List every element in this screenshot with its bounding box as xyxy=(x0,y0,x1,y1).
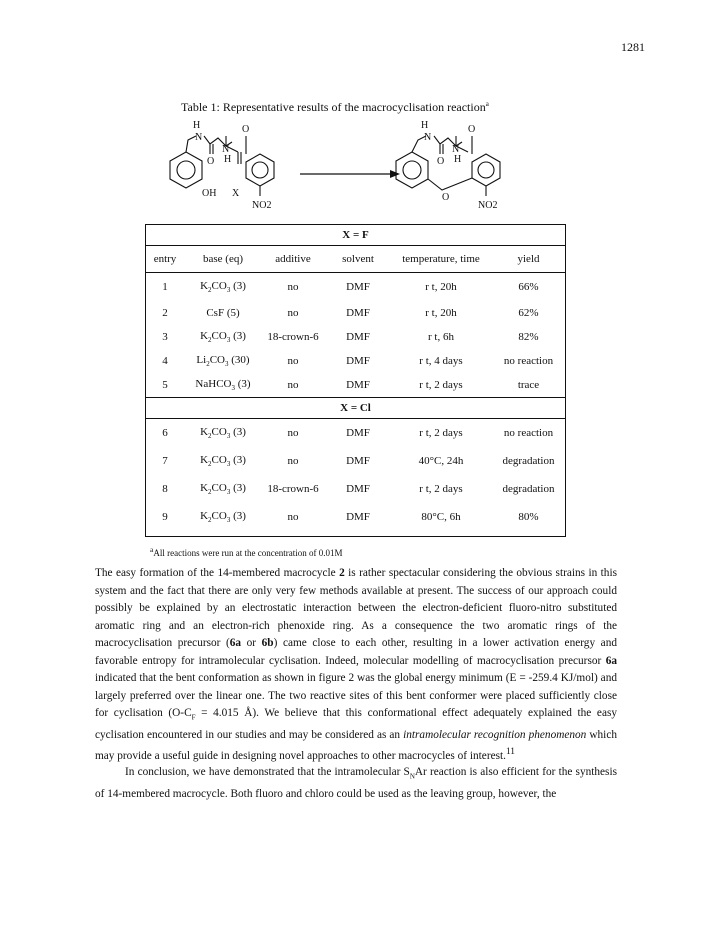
page-number: 1281 xyxy=(621,40,645,54)
col-header-temperature: temperature, time xyxy=(391,246,491,273)
cell-additive: no xyxy=(287,355,299,367)
cell-solvent: DMF xyxy=(346,511,370,523)
results-table xyxy=(145,224,566,531)
cell-temperature: r t, 20h xyxy=(425,281,457,293)
table-title xyxy=(181,100,489,115)
col-header-entry: entry xyxy=(145,246,185,273)
reactant-h2: H xyxy=(224,154,232,165)
cell-base: $K_2CO_3$ (3) xyxy=(200,509,246,525)
cell-temperature: 40°C, 24h xyxy=(418,455,464,467)
reactant-ring-right xyxy=(246,154,274,186)
cell-entry: 3 xyxy=(162,331,168,343)
cell-entry: 8 xyxy=(162,483,168,495)
reactant-no2: NO2 xyxy=(252,200,272,211)
cell-temperature: r t, 20h xyxy=(425,307,457,319)
reactant-o1: O xyxy=(207,156,215,167)
cell-solvent: DMF xyxy=(346,307,370,319)
cell-entry: 2 xyxy=(162,307,168,319)
cell-temperature: r t, 2 days xyxy=(419,379,463,391)
product-o2: O xyxy=(468,124,476,135)
cell-temperature: r t, 2 days xyxy=(419,483,463,495)
col-header-base: base (eq) xyxy=(185,246,261,273)
cell-additive: no xyxy=(287,511,299,523)
cell-additive: no xyxy=(287,427,299,439)
product-o-bridge: O xyxy=(442,192,450,203)
reactant-n1: N xyxy=(195,132,203,143)
cell-base: $K_2CO_3$ (3) xyxy=(200,453,246,469)
table-row xyxy=(145,475,566,503)
reactant-x: X xyxy=(232,188,240,199)
cell-yield: trace xyxy=(517,379,540,391)
table-row xyxy=(145,419,566,448)
cell-yield: 82% xyxy=(518,331,539,343)
subscript: F xyxy=(191,713,196,722)
cell-temperature: 80°C, 6h xyxy=(421,511,461,523)
table-row xyxy=(145,373,566,398)
product-ring-right xyxy=(472,154,500,186)
product-ring-left xyxy=(396,152,428,188)
product-no2: NO2 xyxy=(478,200,498,211)
footnote-text: All reactions were run at the concentration of 0.01M xyxy=(153,548,343,558)
subscript: N xyxy=(409,772,415,781)
cell-base: $K_2CO_3$ (3) xyxy=(200,425,246,441)
reaction-scheme xyxy=(150,116,570,220)
cell-entry: 4 xyxy=(162,355,168,367)
text-run: In conclusion, we have demonstrated that the intramolecular S xyxy=(125,766,410,778)
cell-entry: 7 xyxy=(162,455,168,467)
cell-additive: no xyxy=(287,307,299,319)
cell-yield: degradation xyxy=(502,483,555,495)
cell-base: NaHCO$_3$ (3) xyxy=(195,377,251,393)
cell-base: $K_2CO_3$ (3) xyxy=(200,329,246,345)
cell-entry: 5 xyxy=(162,379,168,391)
italic-phrase: intramolecular recognition phenomenon xyxy=(403,728,587,741)
cell-additive: no xyxy=(287,379,299,391)
cell-solvent: DMF xyxy=(346,455,370,467)
reference-mark: 11 xyxy=(505,747,516,758)
table-row xyxy=(145,349,566,373)
cell-yield: no reaction xyxy=(503,427,554,439)
cell-solvent: DMF xyxy=(346,379,370,391)
table-row xyxy=(145,503,566,531)
reactant-n2: N xyxy=(222,144,230,155)
product-n1: N xyxy=(424,132,432,143)
cell-solvent: DMF xyxy=(346,281,370,293)
cell-additive: no xyxy=(287,455,299,467)
cell-solvent: DMF xyxy=(346,331,370,343)
text-run: indicated that the bent conformation as shown in figure 2 was the global energy minimum (E = -259.4 KJ/mol) and largely preferred over the linear one. The two reactive sites of this bent conformer were placed sufficiently close for cyclisation (O-C xyxy=(95,672,617,719)
cell-temperature: r t, 4 days xyxy=(419,355,463,367)
footnote-mark: a xyxy=(150,545,154,554)
text-run: or xyxy=(241,637,262,649)
compound-ref: 6b xyxy=(261,637,274,649)
cell-entry: 6 xyxy=(162,427,168,439)
cell-additive: 18-crown-6 xyxy=(267,483,319,495)
compound-ref: 6a xyxy=(229,637,242,649)
reactant-oh: OH xyxy=(202,188,217,199)
table-row xyxy=(145,301,566,325)
cell-base: $K_2CO_3$ (3) xyxy=(200,481,246,497)
compound-ref: 6a xyxy=(605,654,617,667)
reactant-o2: O xyxy=(242,124,250,135)
cell-solvent: DMF xyxy=(346,355,370,367)
text-run: is rather spectacular considering the obvious strains in this system and the fact that there are only very few methods available at present. The success of our approach could possibly be explained by an electrostatic interaction between the electron-deficient fluoro-nitro substituted aromatic ring and an electron-rich phenoxide ring. As a consequence the two aromatic rings of the macrocyclisation precursor ( xyxy=(95,567,617,649)
product-o1: O xyxy=(437,156,445,167)
table-title-note: a xyxy=(485,100,489,108)
table-row xyxy=(145,325,566,349)
cell-temperature: r t, 2 days xyxy=(419,427,463,439)
text-run: = 4.015 Å). We believe that this conformational effect adequately explained the easy cyclisation encountered in our studies and may be considered as an xyxy=(95,707,617,741)
paragraph-conclusion xyxy=(95,764,617,803)
text-run: The easy formation of the 14-membered macrocycle xyxy=(95,567,340,579)
cell-yield: no reaction xyxy=(503,355,554,367)
cell-additive: 18-crown-6 xyxy=(267,331,319,343)
cell-temperature: r t, 6h xyxy=(428,331,454,343)
cell-yield: 66% xyxy=(518,281,539,293)
cell-yield: degradation xyxy=(502,455,555,467)
col-header-additive: additive xyxy=(261,246,325,273)
table-footnote xyxy=(150,545,343,558)
product-h2: H xyxy=(454,154,462,165)
section-header-f: X = F xyxy=(145,225,566,246)
cell-solvent: DMF xyxy=(346,427,370,439)
section-header-cl: X = Cl xyxy=(145,398,566,419)
compound-ref: 2 xyxy=(339,567,345,579)
text-run: Ar reaction is also efficient for the synthesis of 14-membered macrocycle. Both fluoro and chloro could be used as the leaving group, however, the xyxy=(95,766,617,800)
cell-base: $K_2CO_3$ (3) xyxy=(200,279,246,295)
cell-entry: 9 xyxy=(162,511,168,523)
table-title-text: Table 1: Representative results of the macrocyclisation reaction xyxy=(181,100,486,114)
reactant-ring-left xyxy=(170,152,202,188)
product-h1: H xyxy=(421,120,429,131)
text-run: ) came close to each other, resulting in a lower activation energy and favorable entropy for intramolecular cyclisation. Indeed, molecular modelling of macrocyclisation precursor xyxy=(95,637,617,667)
col-header-yield: yield xyxy=(491,246,566,273)
cell-base: $Li_2CO_3$ (30) xyxy=(196,353,250,369)
cell-additive: no xyxy=(287,281,299,293)
product-n2: N xyxy=(452,144,460,155)
cell-yield: 62% xyxy=(518,307,539,319)
cell-solvent: DMF xyxy=(346,483,370,495)
cell-yield: 80% xyxy=(518,511,539,523)
text-run: which may provide a useful guide in designing novel approaches to other macrocycles of interest. xyxy=(95,728,617,763)
paragraph-discussion xyxy=(95,565,617,766)
col-header-solvent: solvent xyxy=(325,246,391,273)
table-row xyxy=(145,273,566,302)
reactant-h1: H xyxy=(193,120,201,131)
product-structure xyxy=(396,136,500,196)
cell-entry: 1 xyxy=(162,281,168,293)
reaction-arrow xyxy=(300,170,400,178)
table-row xyxy=(145,447,566,475)
cell-base: CsF (5) xyxy=(206,307,240,319)
